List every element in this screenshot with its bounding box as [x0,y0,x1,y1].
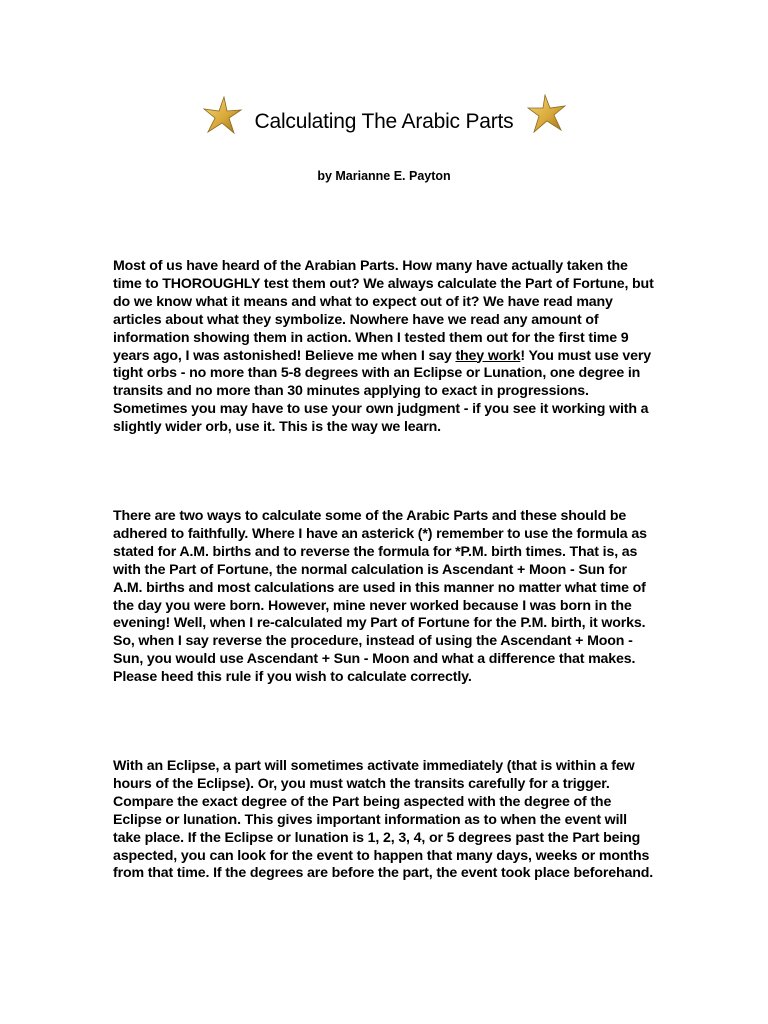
page-title: Calculating The Arabic Parts [254,110,514,133]
paragraph-1 [113,258,658,437]
title-row [0,92,768,152]
paragraph-2: There are two ways to calculate some of the Arabic Parts and these should be adhered to faithfully. Where I have an asterick (*) remember to use the formula as stated for A.M. births and to reverse the formula for *P.M. birth times. That is, as with the Part of Fortune, the normal calculation is Ascendant + Moon - Sun for A.M. births and most calculations are used in this manner no matter what time of the day you were born. However, mine never worked because I was born in the evening! Well, when I re-calculated my Part of Fortune for the P.M. birth, it works. So, when I say reverse the procedure, instead of using the Ascendant + Moon - Sun, you would use Ascendant + Sun - Moon and what a difference that makes. Please heed this rule if you wish to calculate correctly. [113,508,647,686]
underlined-phrase: they work [455,347,521,364]
paragraph-1-text-a: Most of us have heard of the Arabian Parts. How many have actually taken the time to THOROUGHLY test them out? We always calculate the Part of Fortune, but do we know what it means and what to expect out of it? We have read many articles about what they symbolize. Nowhere have we read any amount of information showing them in action. When I tested them out for the first time 9 years ago, I was astonished! Believe me when I say [113,258,654,364]
star-icon [527,94,567,134]
author-byline: by Marianne E. Payton [317,169,451,183]
paragraph-3: With an Eclipse, a part will sometimes activate immediately (that is within a few hours of the Eclipse). Or, you must watch the transits carefully for a trigger. Compare the exact degree of the Part being aspected with the degree of the Eclipse or lunation. This gives important information as to when the event will take place. If the Eclipse or lunation is 1, 2, 3, 4, or 5 degrees past the Part being aspected, you can look for the event to happen that many days, weeks or months from that time. If the degrees are before the part, the event took place beforehand. [113,758,654,882]
paragraph-1-text-b: ! You must use very tight orbs - no more than 5-8 degrees with an Eclipse or Lunation, one degree in transits and no more than 30 minutes applying to exact in progressions. Sometimes you may have to use your own judgment - if you see it working with a slightly wider orb, use it. This is the way we learn. [113,347,652,436]
